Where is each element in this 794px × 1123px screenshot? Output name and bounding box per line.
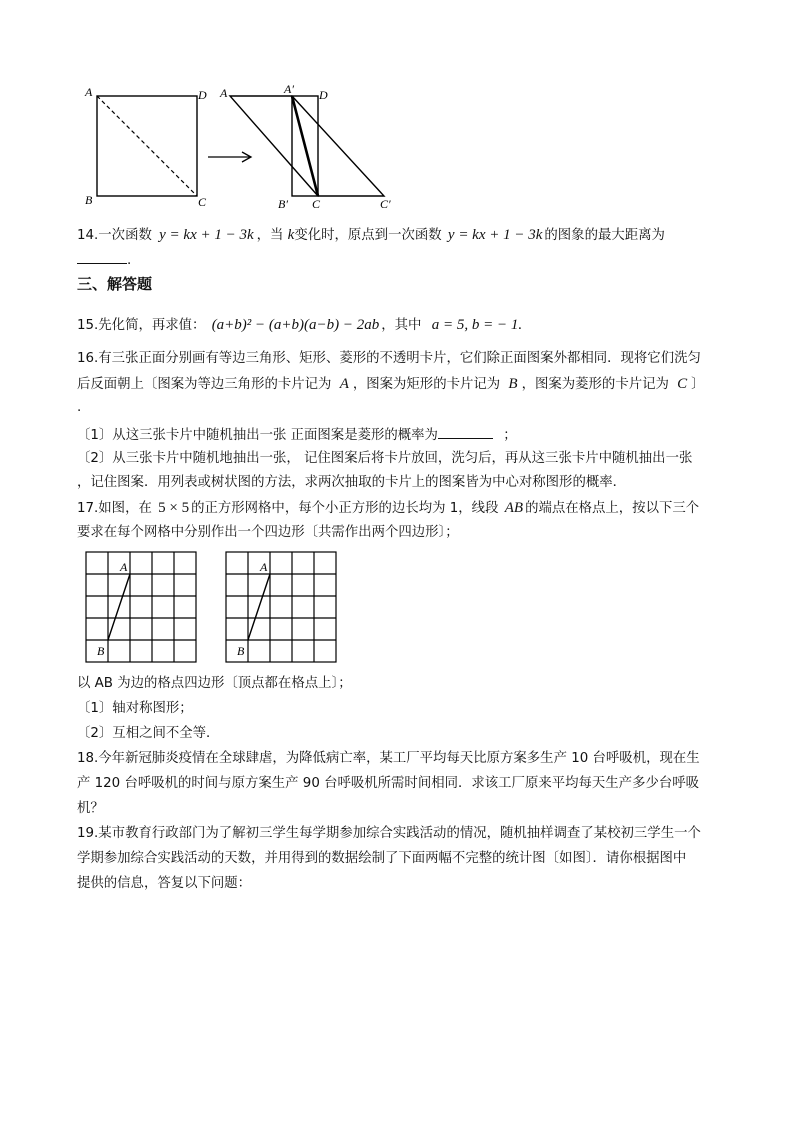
question-15 bbox=[77, 315, 522, 336]
square-transform-figure bbox=[80, 82, 410, 212]
question-19-line: 学期参加综合实践活动的天数，并用得到的数据绘制了下面两幅不完整的统计图〔如图〕．请你根据图中 bbox=[77, 851, 687, 866]
grid-label-b: B bbox=[237, 644, 245, 658]
label-C-prime: C′ bbox=[380, 197, 391, 211]
q14-text: 一次函数 bbox=[98, 228, 152, 243]
question-16-line: . bbox=[77, 400, 82, 415]
q16-part-1-end: ； bbox=[503, 428, 517, 443]
answer-blank bbox=[77, 249, 127, 264]
parallelogram-figure bbox=[219, 82, 391, 211]
arrow-icon bbox=[208, 152, 251, 162]
label-A: A bbox=[85, 85, 93, 99]
q17-grid-size: 5 × 5 bbox=[158, 500, 190, 516]
question-18-line: 机？ bbox=[77, 801, 104, 816]
label-A: A bbox=[220, 86, 228, 100]
label-A-prime: A′ bbox=[284, 82, 294, 96]
q16-text: 〕 bbox=[691, 377, 705, 392]
question-17-line bbox=[77, 498, 699, 519]
q17-segment-ab: AB bbox=[504, 500, 524, 516]
question-16-part-2: ，记住图案．用列表或树状图的方法，求两次抽取的卡片上的图案皆为中心对称图形的概率． bbox=[77, 475, 627, 490]
section-heading: 三、解答题 bbox=[77, 275, 153, 293]
q16-card-b: B bbox=[508, 376, 518, 392]
q17-text: 的端点在格点上，按以下三个 bbox=[525, 501, 700, 516]
question-19-line: 19.某市教育行政部门为了解初三学生每学期参加综合实践活动的情况，随机抽样调查了某校初三学生一个 bbox=[77, 826, 701, 841]
question-14-answer-line bbox=[77, 249, 131, 271]
label-D: D bbox=[198, 88, 207, 102]
q16-card-c: C bbox=[677, 376, 688, 392]
q14-formula: y = kx + 1 − 3k bbox=[159, 227, 254, 243]
label-C: C bbox=[312, 197, 321, 211]
q14-text: 变化时，原点到一次函数 bbox=[294, 228, 442, 243]
label-B: B bbox=[85, 193, 93, 207]
q14-end: . bbox=[127, 253, 132, 268]
answer-blank bbox=[438, 424, 493, 439]
label-D: D bbox=[319, 88, 328, 102]
question-16-line bbox=[77, 374, 705, 395]
q17-text: 的正方形网格中，每个小正方形的边长均为 1，线段 bbox=[191, 501, 499, 516]
question-14 bbox=[77, 225, 665, 246]
question-17-part-2: 〔2〕互相之间不全等． bbox=[77, 726, 220, 741]
q16-part-1-text: 〔1〕从这三张卡片中随机抽出一张 正面图案是菱形的概率为 bbox=[77, 428, 438, 443]
question-16-part-1 bbox=[77, 424, 517, 446]
q16-text: ，图案为菱形的卡片记为 bbox=[521, 377, 669, 392]
q16-card-a: A bbox=[339, 376, 349, 392]
q14-number: 14. bbox=[77, 228, 99, 243]
grid-figure-1 bbox=[80, 548, 200, 666]
label-B-prime: B′ bbox=[278, 197, 288, 211]
q14-k: k bbox=[287, 227, 295, 243]
question-19-line: 提供的信息，答复以下问题： bbox=[77, 876, 252, 891]
question-18-line: 18.今年新冠肺炎疫情在全球肆虐，为降低病亡率，某工厂平均每天比原方案多生产 10 台呼吸机，现在生 bbox=[77, 751, 700, 766]
q17-text: 17.如图，在 bbox=[77, 501, 152, 516]
question-17-line: 以 AB 为边的格点四边形〔顶点都在格点上〕； bbox=[77, 676, 352, 691]
q15-condition: a = 5, b = − 1. bbox=[431, 317, 523, 333]
question-16-part-2: 〔2〕从三张卡片中随机地抽出一张， 记住图案后将卡片放回，洗匀后，再从这三张卡片中随机抽出一张 bbox=[77, 451, 693, 466]
q16-text: ，图案为矩形的卡片记为 bbox=[352, 377, 501, 392]
grid-label-a: A bbox=[260, 560, 268, 574]
grid-label-b: B bbox=[97, 644, 105, 658]
q15-text: 15.先化简，再求值： bbox=[77, 318, 206, 333]
q14-formula: y = kx + 1 − 3k bbox=[447, 227, 543, 243]
question-16-line: 16.有三张正面分别画有等边三角形、矩形、菱形的不透明卡片，它们除正面图案外都相同．现将它们洗匀 bbox=[77, 351, 701, 366]
grid-figure-2 bbox=[220, 548, 340, 666]
q16-text: 后反面朝上〔图案为等边三角形的卡片记为 bbox=[77, 377, 332, 392]
question-17-part-1: 〔1〕轴对称图形； bbox=[77, 701, 193, 716]
q15-expression: (a+b)² − (a+b)(a−b) − 2ab bbox=[211, 317, 380, 333]
q15-text: ，其中 bbox=[381, 318, 422, 333]
question-17-line: 要求在每个网格中分别作出一个四边形〔共需作出两个四边形〕； bbox=[77, 525, 459, 540]
q14-text: 的图象的最大距离为 bbox=[544, 228, 665, 243]
grid-label-a: A bbox=[120, 560, 128, 574]
question-18-line: 产 120 台呼吸机的时间与原方案生产 90 台呼吸机所需时间相同．求该工厂原来平均每天生产多少台呼吸 bbox=[77, 776, 700, 791]
square-figure bbox=[84, 85, 207, 209]
label-C: C bbox=[198, 195, 207, 209]
q14-text: ，当 bbox=[256, 228, 284, 243]
